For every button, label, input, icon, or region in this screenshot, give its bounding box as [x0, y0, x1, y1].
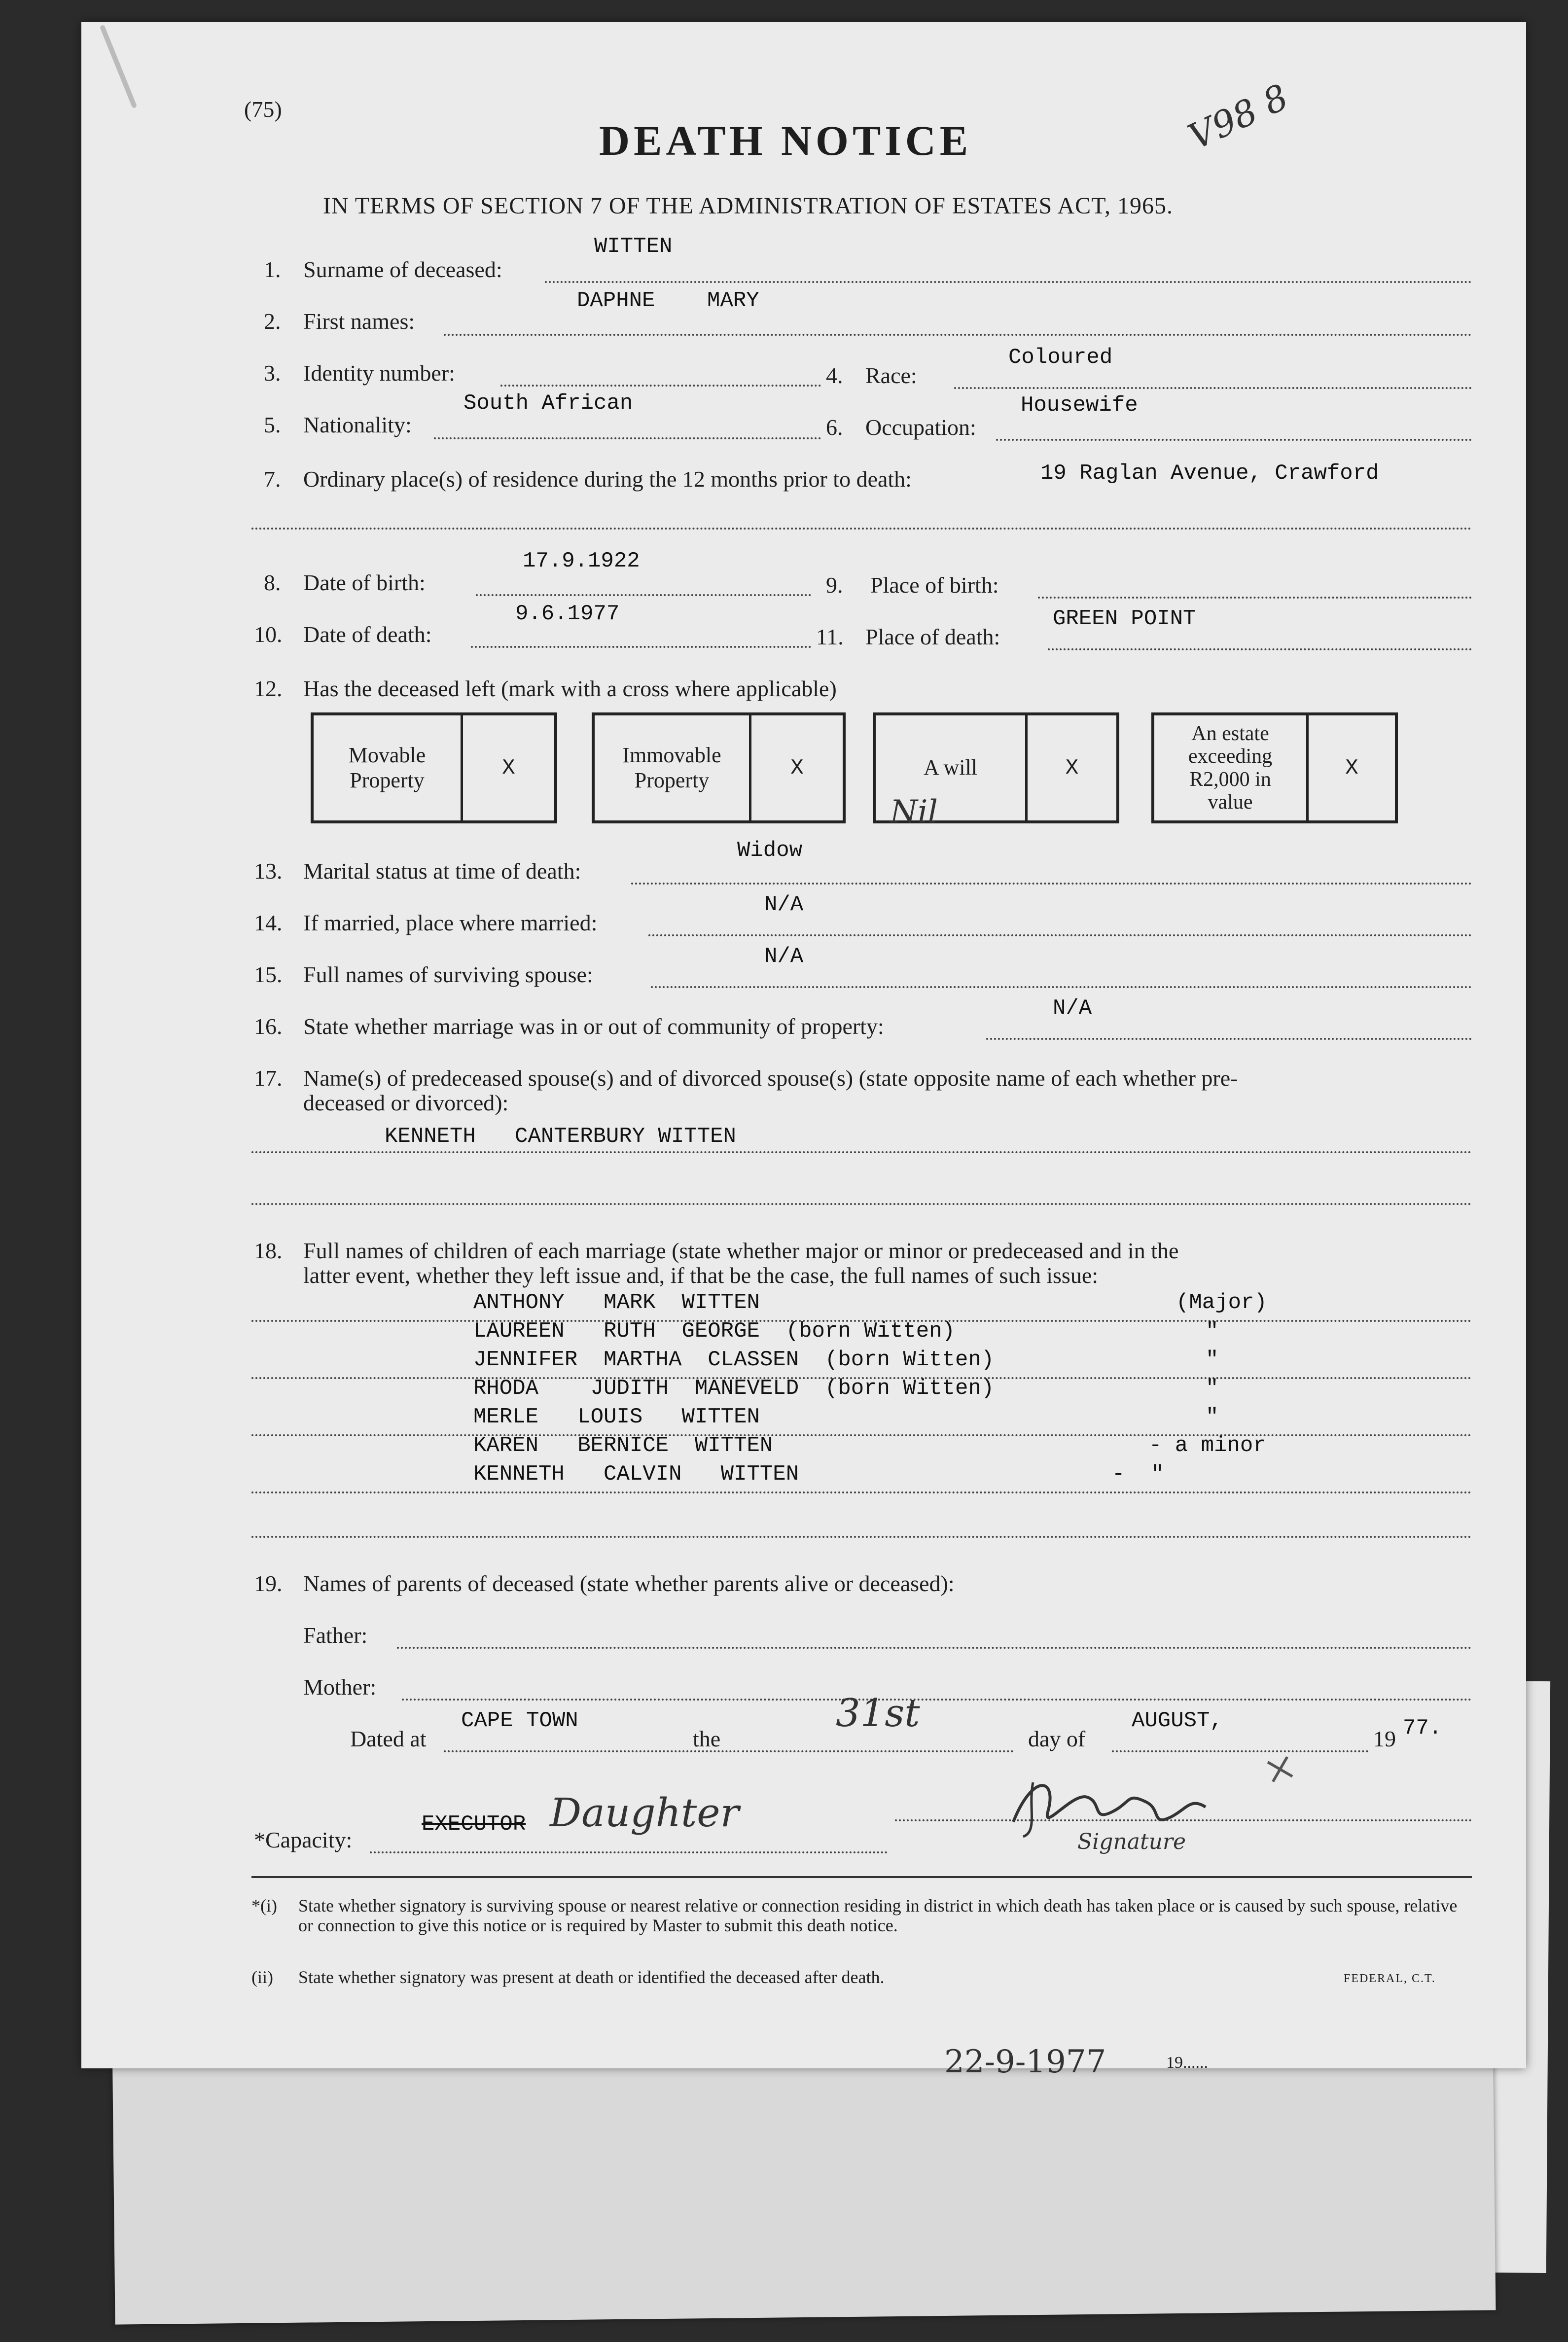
- pencil-cross: ×: [1257, 1736, 1303, 1802]
- dated-day: 31st: [836, 1691, 920, 1736]
- will-box: A will X: [873, 712, 1119, 823]
- printer-imprint: FEDERAL, C.T.: [1344, 1972, 1436, 1985]
- children-line: [251, 1536, 1472, 1538]
- mother-label: Mother:: [303, 1674, 377, 1700]
- death-notice-form: [81, 22, 1526, 2080]
- field-number: 6.: [826, 415, 843, 440]
- occupation-line: [996, 439, 1472, 441]
- dated-month-line: [1112, 1750, 1368, 1752]
- first-names-value: DAPHNE MARY: [577, 288, 759, 313]
- predeceased-spouse-value: KENNETH CANTERBURY WITTEN: [385, 1124, 736, 1149]
- surviving-spouse-line: [651, 986, 1472, 988]
- nationality-value: South African: [463, 391, 633, 416]
- dated-at-label: Dated at: [350, 1726, 427, 1751]
- child-name: RHODA JUDITH MANEVELD (born Witten): [473, 1376, 995, 1401]
- field-number: 15.: [254, 962, 283, 987]
- field-number: 14.: [254, 910, 283, 935]
- first-names-line: [444, 334, 1472, 336]
- received-stamp-suffix: 19......: [1166, 2054, 1208, 2072]
- first-names-label: First names:: [303, 309, 415, 334]
- race-line: [954, 387, 1472, 389]
- place-married-label: If married, place where married:: [303, 910, 598, 935]
- dated-month: AUGUST,: [1132, 1708, 1223, 1733]
- child-name: ANTHONY MARK WITTEN: [473, 1290, 760, 1315]
- field-number: 16.: [254, 1014, 283, 1039]
- capacity-handwritten-value: Daughter: [550, 1790, 739, 1836]
- date-of-death-label: Date of death:: [303, 622, 432, 647]
- capacity-line: [370, 1851, 888, 1853]
- race-label: Race:: [865, 363, 917, 388]
- child-status: - ": [1112, 1462, 1164, 1487]
- field-number: 10.: [254, 622, 283, 647]
- the-label: the: [693, 1726, 721, 1751]
- signature-caption: Signature: [1077, 1829, 1186, 1854]
- child-status: ": [1206, 1319, 1219, 1344]
- predeceased-spouse-label-2: deceased or divorced):: [303, 1090, 509, 1115]
- child-name: LAUREEN RUTH GEORGE (born Witten): [473, 1319, 955, 1344]
- field-number: 4.: [826, 363, 843, 388]
- field-number: 12.: [254, 676, 283, 701]
- field-number: 17.: [254, 1065, 283, 1091]
- property-question-label: Has the deceased left (mark with a cross where applicable): [303, 676, 837, 701]
- field-number: 11.: [816, 624, 844, 649]
- dated-day-line: [742, 1750, 1013, 1752]
- occupation-label: Occupation:: [865, 415, 976, 440]
- father-line: [397, 1647, 1472, 1649]
- predeceased-spouse-label-1: Name(s) of predeceased spouse(s) and of divorced spouse(s) (state opposite name of each whether pre-: [303, 1065, 1238, 1091]
- received-stamp-date: 22-9-1977: [944, 2044, 1106, 2080]
- occupation-value: Housewife: [1021, 393, 1138, 418]
- field-number: 5.: [264, 412, 281, 437]
- field-number: 1.: [264, 257, 281, 282]
- field-number: 8.: [264, 570, 281, 595]
- immovable-property-mark: X: [790, 755, 804, 781]
- date-of-death-value: 9.6.1977: [515, 602, 620, 626]
- field-number: 19.: [254, 1571, 283, 1596]
- form-subtitle: IN TERMS OF SECTION 7 OF THE ADMINISTRATION OF ESTATES ACT, 1965.: [323, 193, 1173, 219]
- nationality-line: [434, 437, 821, 439]
- surname-line: [545, 281, 1472, 283]
- will-mark: X: [1065, 755, 1079, 781]
- residence-label: Ordinary place(s) of residence during the 12 months prior to death:: [303, 466, 912, 492]
- corner-scribble: V98 8: [1182, 76, 1295, 158]
- surname-value: WITTEN: [594, 234, 673, 259]
- place-of-death-label: Place of death:: [865, 624, 1000, 649]
- child-status: (Major): [1176, 1290, 1267, 1315]
- place-of-birth-label: Place of birth:: [870, 572, 999, 598]
- surviving-spouse-label: Full names of surviving spouse:: [303, 962, 593, 987]
- day-of-label: day of: [1028, 1726, 1086, 1751]
- community-property-value: N/A: [1053, 996, 1092, 1021]
- capacity-struck-value: EXECUTOR: [422, 1812, 526, 1837]
- place-married-line: [648, 934, 1472, 936]
- capacity-label: *Capacity:: [254, 1827, 353, 1852]
- year-prefix: 19: [1373, 1726, 1396, 1751]
- child-name: MERLE LOUIS WITTEN: [473, 1405, 760, 1429]
- place-married-value: N/A: [764, 892, 804, 917]
- dated-place: CAPE TOWN: [461, 1708, 578, 1733]
- footnote-divider: [251, 1876, 1472, 1878]
- date-of-birth-value: 17.9.1922: [523, 549, 640, 573]
- community-property-line: [986, 1038, 1472, 1040]
- child-status: ": [1206, 1405, 1219, 1429]
- date-of-birth-label: Date of birth:: [303, 570, 426, 595]
- estate-value-mark: X: [1345, 755, 1358, 781]
- child-status: ": [1206, 1348, 1219, 1372]
- field-number: 9.: [826, 572, 843, 598]
- child-status: - a minor: [1149, 1433, 1266, 1458]
- children-label-1: Full names of children of each marriage (state whether major or minor or predeceased and in the: [303, 1238, 1179, 1263]
- immovable-property-box: Immovable Property X: [592, 712, 846, 823]
- movable-property-mark: X: [502, 755, 515, 781]
- footnote-1-marker: *(i): [251, 1896, 277, 1916]
- place-of-death-line: [1048, 648, 1472, 650]
- place-of-death-value: GREEN POINT: [1053, 606, 1196, 631]
- children-line: [251, 1491, 1472, 1493]
- children-line: [251, 1434, 1472, 1436]
- residence-line-2: [251, 528, 1472, 530]
- form-title: DEATH NOTICE: [599, 117, 972, 164]
- movable-property-box: Movable Property X: [311, 712, 557, 823]
- child-name: KAREN BERNICE WITTEN: [473, 1433, 773, 1458]
- residence-value: 19 Raglan Avenue, Crawford: [1040, 461, 1379, 486]
- field-number: 13.: [254, 858, 283, 884]
- field-number: 2.: [264, 309, 281, 334]
- year-suffix: 77.: [1403, 1716, 1442, 1740]
- marital-status-label: Marital status at time of death:: [303, 858, 581, 884]
- identity-number-line: [500, 385, 821, 387]
- date-of-birth-line: [476, 594, 811, 596]
- footnote-2-text: State whether signatory was present at death or identified the deceased after death.: [298, 1967, 885, 1987]
- child-name: KENNETH CALVIN WITTEN: [473, 1462, 799, 1487]
- race-value: Coloured: [1008, 345, 1113, 370]
- father-label: Father:: [303, 1623, 368, 1648]
- date-of-death-line: [471, 646, 811, 648]
- corner-code: (75): [244, 97, 282, 122]
- predeceased-spouse-line-1: [251, 1151, 1472, 1153]
- marital-status-value: Widow: [737, 838, 803, 863]
- marital-status-line: [631, 883, 1472, 885]
- child-status: ": [1206, 1376, 1219, 1401]
- estate-value-box: An estate exceeding R2,000 in value X: [1151, 712, 1398, 823]
- identity-number-label: Identity number:: [303, 360, 455, 386]
- binding-string: [100, 25, 138, 109]
- footnote-2-marker: (ii): [251, 1967, 273, 1987]
- nationality-label: Nationality:: [303, 412, 412, 437]
- predeceased-spouse-line-2: [251, 1203, 1472, 1205]
- community-property-label: State whether marriage was in or out of community of property:: [303, 1014, 884, 1039]
- field-number: 18.: [254, 1238, 283, 1263]
- mother-line: [402, 1699, 1472, 1701]
- field-number: 3.: [264, 360, 281, 386]
- surname-label: Surname of deceased:: [303, 257, 502, 282]
- parents-label: Names of parents of deceased (state whether parents alive or deceased):: [303, 1571, 955, 1596]
- place-of-birth-line: [1038, 597, 1472, 599]
- will-handwritten-note: Nil: [890, 794, 938, 830]
- children-label-2: latter event, whether they left issue and, if that be the case, the full names of such issue:: [303, 1263, 1099, 1288]
- field-number: 7.: [264, 466, 281, 492]
- surviving-spouse-value: N/A: [764, 944, 804, 969]
- child-name: JENNIFER MARTHA CLASSEN (born Witten): [473, 1348, 995, 1372]
- footnote-1-text: State whether signatory is surviving spouse or nearest relative or connection residing in district in which death has taken place or is caused by such spouse, relative or connection to give this notice or is required by Master to submit this death notice.: [298, 1896, 1458, 1936]
